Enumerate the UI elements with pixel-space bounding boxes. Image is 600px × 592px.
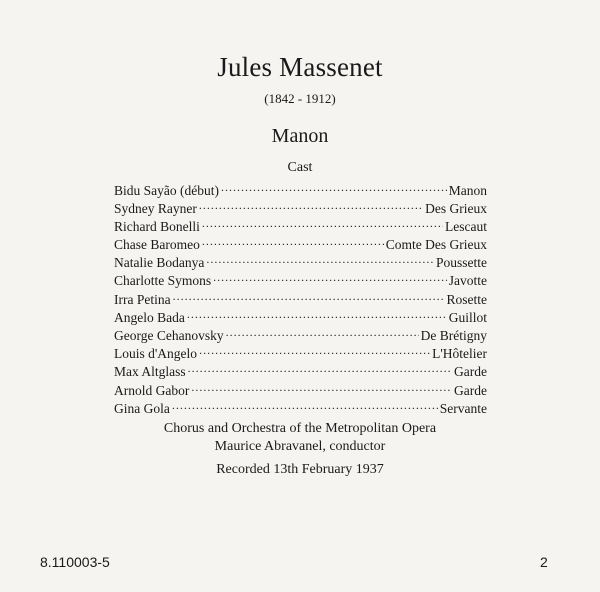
singer-name: Charlotte Symons (114, 273, 212, 289)
dot-leader (187, 308, 447, 322)
role-name: Poussette (435, 255, 487, 271)
cast-row (114, 217, 487, 235)
cast-row (114, 290, 487, 308)
cast-row (114, 308, 487, 326)
singer-name: Richard Bonelli (114, 218, 200, 234)
catalog-number: 8.110003-5 (40, 554, 110, 570)
dot-leader (221, 181, 447, 195)
dot-leader (202, 236, 384, 250)
singer-name: Louis d'Angelo (114, 346, 198, 362)
cast-row (114, 345, 487, 363)
dot-leader (188, 363, 452, 377)
conductor-credit: Maurice Abravanel, conductor (214, 439, 386, 454)
cast-row (114, 254, 487, 272)
dot-leader (199, 199, 423, 213)
cast-row (114, 199, 487, 217)
dot-leader (206, 254, 434, 268)
singer-name: Max Altglass (114, 364, 186, 380)
role-name: Javotte (448, 273, 487, 289)
cast-list (114, 181, 487, 417)
singer-name: Irra Petina (114, 291, 171, 307)
composer-name: Jules Massenet (217, 52, 383, 82)
recording-date: Recorded 13th February 1937 (216, 462, 384, 477)
singer-name: Sydney Rayner (114, 200, 197, 216)
role-name: Garde (454, 364, 487, 380)
dot-leader (172, 399, 438, 413)
cast-row (114, 399, 487, 417)
dot-leader (173, 290, 445, 304)
role-name: Des Grieux (425, 200, 487, 216)
cast-row (114, 272, 487, 290)
singer-name: Arnold Gabor (114, 382, 190, 398)
opera-title: Manon (271, 125, 329, 147)
role-name: Comte Des Grieux (385, 237, 487, 253)
role-name: Guillot (448, 309, 487, 325)
singer-name: Angelo Bada (114, 309, 185, 325)
singer-name: George Cehanovsky (114, 328, 224, 343)
dot-leader (191, 381, 452, 395)
composer-dates: (1842 - 1912) (264, 91, 336, 106)
singer-name: Bidu Sayão (début) (114, 182, 219, 198)
cast-row (114, 327, 487, 345)
ensemble-credit: Chorus and Orchestra of the Metropolitan Opera (163, 421, 437, 436)
dot-leader (213, 272, 447, 286)
role-name: L'Hôtelier (432, 346, 487, 362)
role-name: Lescaut (445, 218, 487, 234)
role-name: Servante (439, 400, 487, 416)
cast-heading: Cast (287, 160, 313, 175)
cast-row (114, 236, 487, 254)
role-name: Garde (454, 382, 487, 398)
role-name: De Brétigny (420, 328, 487, 343)
cast-row (114, 181, 487, 199)
dot-leader (226, 327, 419, 341)
singer-name: Gina Gola (114, 400, 170, 416)
role-name: Manon (448, 182, 487, 198)
role-name: Rosette (446, 291, 487, 307)
dot-leader (199, 345, 430, 359)
dot-leader (202, 217, 443, 231)
cast-row (114, 381, 487, 399)
page-number: 2 (540, 554, 548, 570)
singer-name: Natalie Bodanya (114, 255, 205, 271)
cast-row (114, 363, 487, 381)
singer-name: Chase Baromeo (114, 237, 200, 253)
